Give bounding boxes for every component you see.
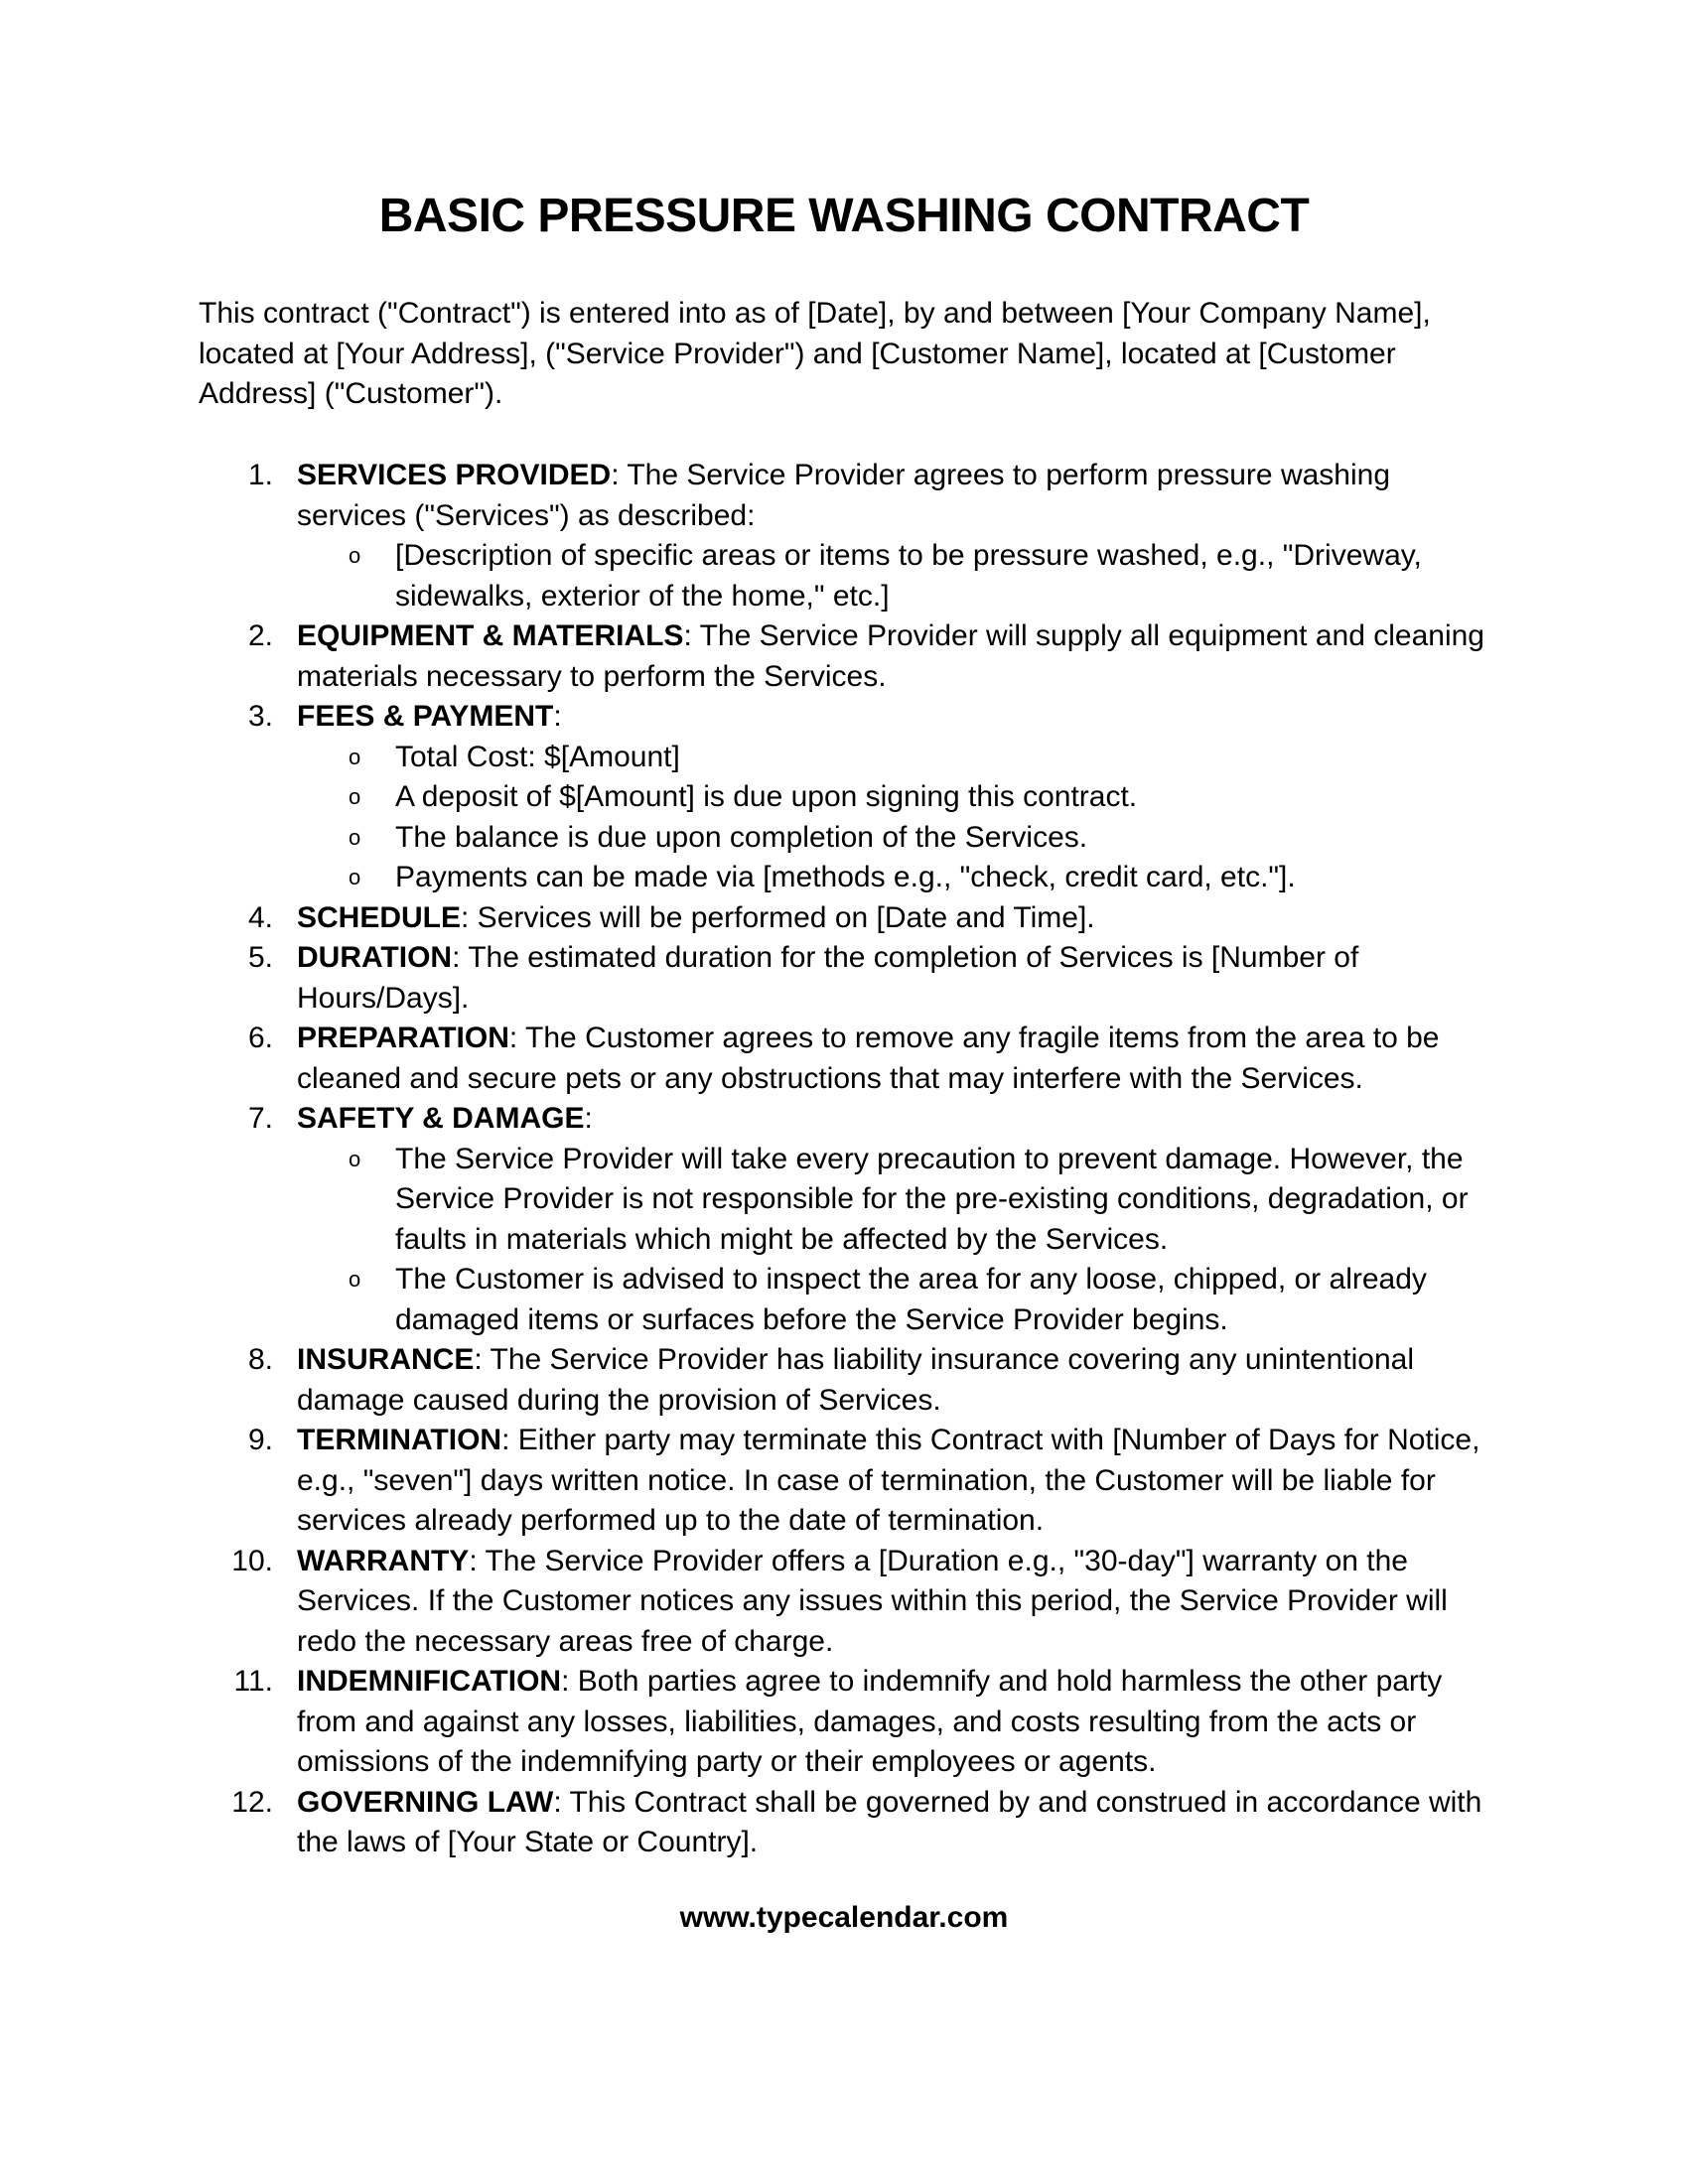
clause-number: 1. <box>247 459 273 491</box>
subitem <box>297 536 1489 616</box>
clause-heading: INDEMNIFICATION <box>297 1665 562 1698</box>
clause-item <box>199 1340 1489 1421</box>
clause-text: : Services will be performed on [Date and Time]. <box>461 900 1095 934</box>
clause-heading: EQUIPMENT & MATERIALS <box>297 619 684 652</box>
clause-number: 5. <box>247 941 273 974</box>
clause-item <box>199 938 1489 1019</box>
circle-bullet-icon: o <box>349 1146 361 1171</box>
clause-item <box>199 697 1489 898</box>
clause-text: : This Contract shall be governed by and construed in accordance with the laws of [Your State or Country]. <box>297 1785 1482 1858</box>
clause-heading: DURATION <box>297 941 453 974</box>
subitem-list <box>297 738 1489 898</box>
subitem-text: The Service Provider will take every precaution to prevent damage. However, the Service Provider is not responsible for the pre-existing conditions, degradation, or faults in materials which might be affected by the Services. <box>395 1142 1469 1256</box>
clause-number: 2. <box>247 619 273 652</box>
clause-number: 11. <box>233 1665 273 1698</box>
subitem <box>297 1260 1489 1340</box>
circle-bullet-icon: o <box>349 543 361 568</box>
clause-item <box>199 1019 1489 1099</box>
subitem-text: The Customer is advised to inspect the area for any loose, chipped, or already damaged items or surfaces before the Service Provider begins. <box>395 1263 1427 1336</box>
clause-text: : <box>584 1102 593 1135</box>
clause-number: 6. <box>247 1022 273 1054</box>
clause-item <box>199 1783 1489 1863</box>
clause-heading: SAFETY & DAMAGE <box>297 1102 585 1135</box>
clause-text: : The estimated duration for the completion of Services is [Number of Hours/Days]. <box>297 941 1359 1015</box>
footer-website: www.typecalendar.com <box>679 1901 1009 1934</box>
clause-heading: FEES & PAYMENT <box>297 700 554 733</box>
clause-number: 4. <box>247 900 273 934</box>
clause-heading: TERMINATION <box>297 1424 502 1456</box>
clause-item <box>199 1542 1489 1663</box>
subitem-list <box>297 536 1489 616</box>
clause-number: 8. <box>247 1343 273 1376</box>
clause-heading: WARRANTY <box>297 1544 470 1577</box>
clause-text: : The Service Provider will supply all equipment and cleaning materials necessary to perform the Services. <box>297 619 1484 693</box>
circle-bullet-icon: o <box>349 824 361 850</box>
circle-bullet-icon: o <box>349 784 361 809</box>
clause-text: : <box>553 700 562 733</box>
clause-list <box>199 456 1489 1863</box>
clause-text: : The Service Provider has liability insurance covering any unintentional damage caused during the provision of Services. <box>297 1343 1414 1417</box>
circle-bullet-icon: o <box>349 865 361 889</box>
clause-item <box>199 1421 1489 1542</box>
subitem <box>297 777 1489 818</box>
clause-heading: INSURANCE <box>297 1343 475 1376</box>
subitem-text: Payments can be made via [methods e.g., "check, credit card, etc."]. <box>395 861 1296 893</box>
clause-text: : Either party may terminate this Contract with [Number of Days for Notice, e.g., "seven"] days written notice. In case of termination, the Customer will be liable for services already performed up to the date of termination. <box>297 1424 1480 1537</box>
clause-item <box>199 1099 1489 1340</box>
clause-heading: SERVICES PROVIDED <box>297 459 612 491</box>
subitem-list <box>297 1140 1489 1341</box>
clause-number: 12. <box>231 1785 273 1819</box>
intro-paragraph: This contract ("Contract") is entered into as of [Date], by and between [Your Company Name], located at [Your Address], ("Service Provider") and [Customer Name], located at [Customer Address] ("Customer"). <box>199 297 1431 410</box>
subitem-text: [Description of specific areas or items to be pressure washed, e.g., "Driveway, sidewalks, exterior of the home," etc.] <box>395 539 1422 613</box>
clause-text: : The Customer agrees to remove any fragile items from the area to be cleaned and secure pets or any obstructions that may interfere with the Services. <box>297 1022 1440 1095</box>
subitem <box>297 738 1489 778</box>
clause-text: : The Service Provider offers a [Duration e.g., "30-day"] warranty on the Services. If the Customer notices any issues within this period, the Service Provider will redo the necessary areas free of charge. <box>297 1544 1448 1658</box>
subitem <box>297 818 1489 859</box>
clause-number: 3. <box>247 700 273 733</box>
clause-heading: PREPARATION <box>297 1022 509 1054</box>
subitem-text: The balance is due upon completion of the Services. <box>395 820 1088 854</box>
clause-number: 10. <box>231 1544 273 1577</box>
subitem <box>297 1140 1489 1261</box>
clause-heading: GOVERNING LAW <box>297 1785 554 1819</box>
clause-number: 7. <box>247 1102 273 1135</box>
subitem <box>297 858 1489 898</box>
document-title: BASIC PRESSURE WASHING CONTRACT <box>378 190 1310 242</box>
subitem-text: A deposit of $[Amount] is due upon signing this contract. <box>395 780 1138 813</box>
clause-number: 9. <box>247 1424 273 1456</box>
clause-item <box>199 898 1489 939</box>
clause-item <box>199 456 1489 616</box>
clause-text: : Both parties agree to indemnify and hold harmless the other party from and against any losses, liabilities, damages, and costs resulting from the acts or omissions of the indemnifying party or their employees or agents. <box>297 1665 1443 1778</box>
circle-bullet-icon: o <box>349 1267 361 1292</box>
clause-heading: SCHEDULE <box>297 900 462 934</box>
clause-text: : The Service Provider agrees to perform pressure washing services ("Services") as described: <box>297 459 1391 532</box>
clause-item <box>199 616 1489 697</box>
subitem-text: Total Cost: $[Amount] <box>395 740 680 773</box>
clause-item <box>199 1662 1489 1783</box>
circle-bullet-icon: o <box>349 744 361 769</box>
